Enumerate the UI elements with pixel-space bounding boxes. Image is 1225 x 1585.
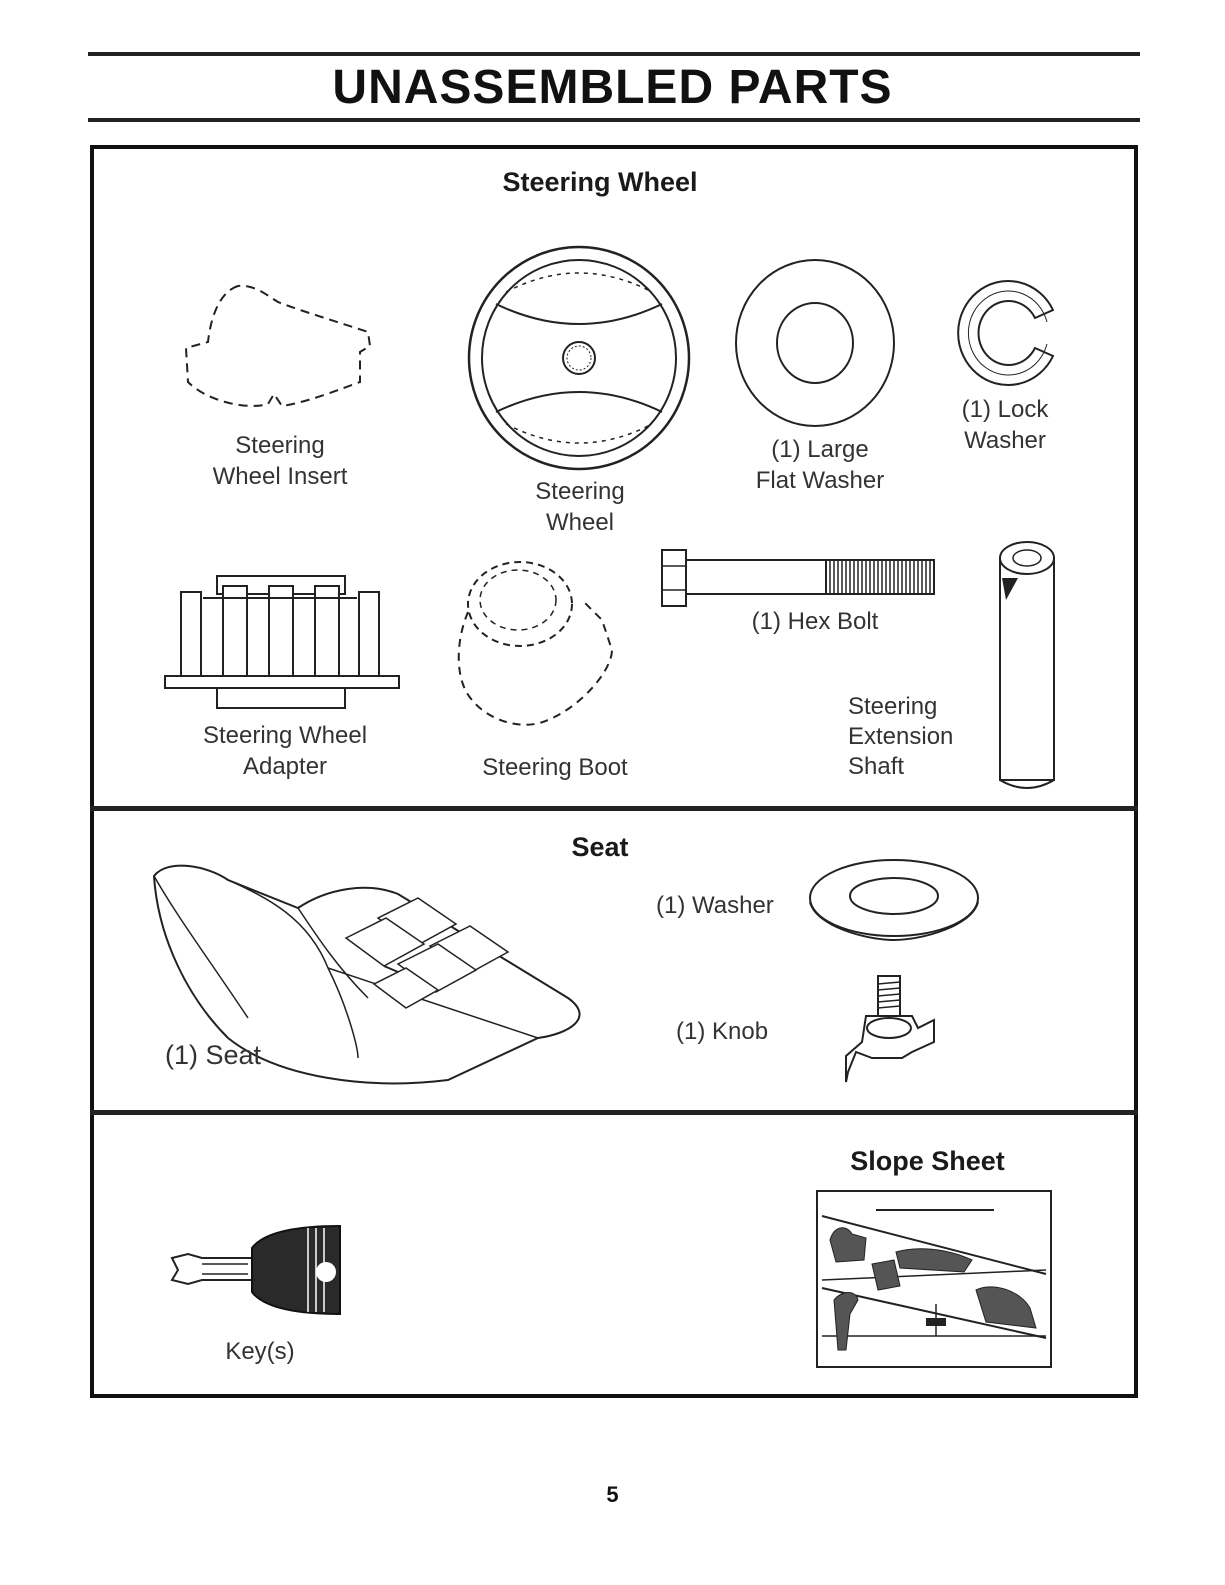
steering-wheel-adapter-icon <box>163 574 401 710</box>
large-flat-washer-icon <box>734 258 896 428</box>
section-divider-2 <box>90 1110 1138 1115</box>
page-title: UNASSEMBLED PARTS <box>332 61 893 114</box>
steering-wheel-icon <box>466 244 692 472</box>
key-icon <box>168 1224 344 1316</box>
section-divider-1 <box>90 806 1138 811</box>
slope-sheet-icon <box>816 1190 1052 1368</box>
large-washer-label: (1) Large Flat Washer <box>755 436 885 494</box>
seat-label: (1) Seat <box>165 1040 262 1070</box>
steering-section-title: Steering Wheel <box>502 167 698 197</box>
keys-label: Key(s) <box>225 1338 295 1365</box>
top-rule <box>88 52 1140 56</box>
lock-washer-label: (1) Lock Washer <box>961 396 1049 454</box>
seat-section-title: Seat <box>571 832 629 862</box>
knob-icon <box>842 972 938 1084</box>
adapter-label: Steering Wheel Adapter <box>202 722 368 780</box>
page-number: 5 <box>606 1482 619 1507</box>
title-underline <box>88 118 1140 122</box>
lock-washer-icon <box>953 278 1061 388</box>
washer-icon <box>806 858 982 942</box>
steering-boot-icon <box>452 560 618 736</box>
hex-bolt-label: (1) Hex Bolt <box>751 608 879 635</box>
boot-label: Steering Boot <box>482 754 628 781</box>
washer-label: (1) Washer <box>656 892 774 919</box>
insert-label: Steering Wheel Insert <box>212 432 348 490</box>
extension-shaft-label: Steering Extension Shaft <box>848 693 954 780</box>
knob-label: (1) Knob <box>676 1018 769 1045</box>
slope-sheet-title: Slope Sheet <box>850 1146 1005 1176</box>
extension-shaft-icon <box>996 538 1058 794</box>
hex-bolt-icon <box>660 546 940 610</box>
steering-wheel-insert-icon <box>178 282 378 412</box>
wheel-label: Steering Wheel <box>535 478 625 536</box>
